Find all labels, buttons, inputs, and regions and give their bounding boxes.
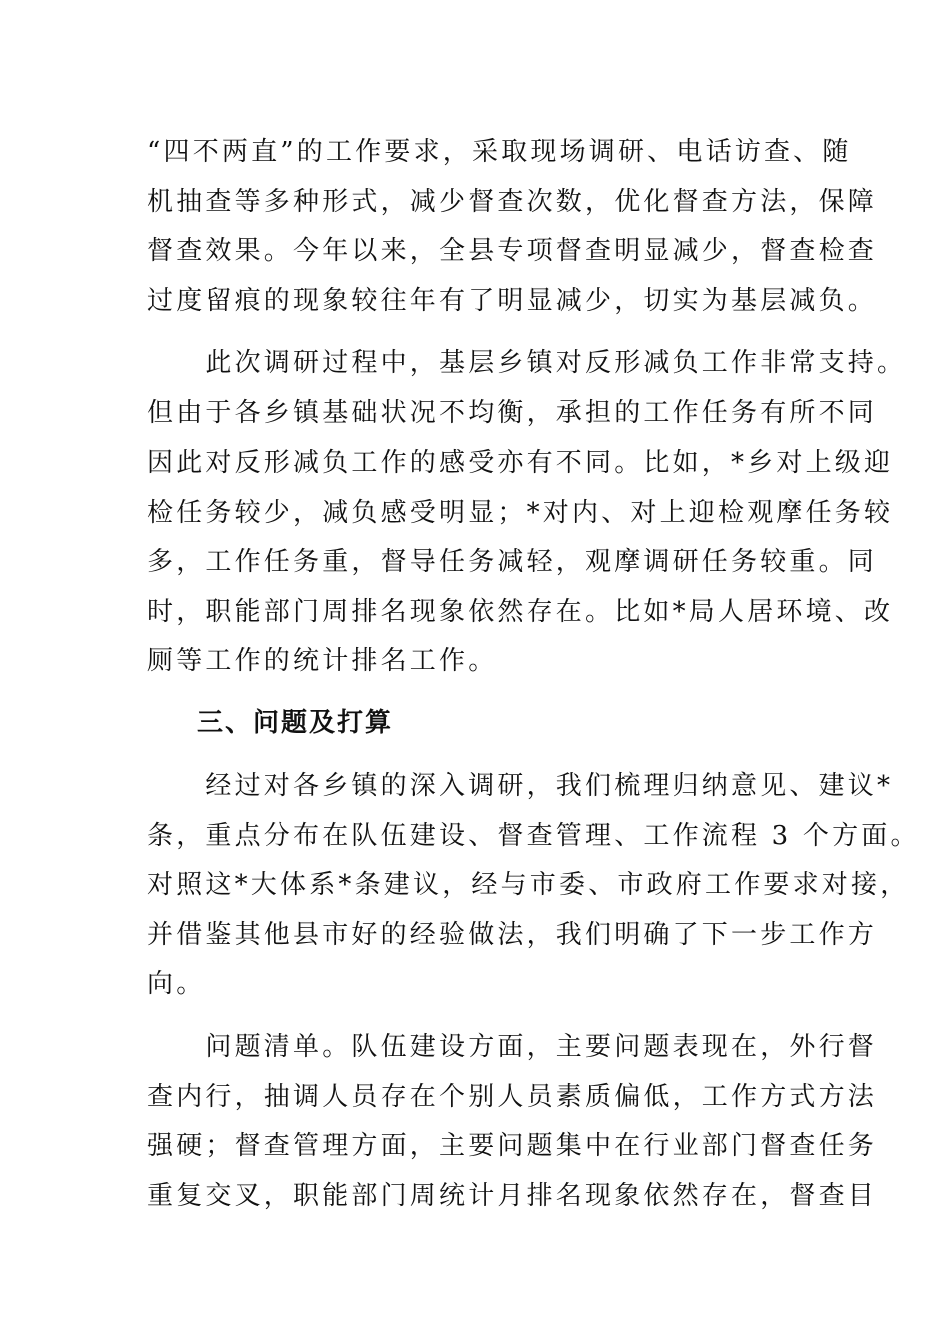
paragraph-3-line-3: 对照这*大体系*条建议，经与市委、市政府工作要求对接， [147,870,910,900]
paragraph-4-line-3: 强硬；督查管理方面，主要问题集中在行业部门督查任务 [147,1131,878,1161]
paragraph-3-line-2: 条，重点分布在队伍建设、督查管理、工作流程 3 个方面。 [147,821,920,851]
paragraph-2-line-4: 检任务较少，减负感受明显；*对内、对上迎检观摩任务较 [147,498,894,528]
paragraph-1-line-4: 过度留痕的现象较往年有了明显减少，切实为基层减负。 [147,286,878,316]
paragraph-2-line-5: 多，工作任务重，督导任务减轻，观摩调研任务较重。同 [147,547,878,577]
paragraph-2-line-1: 此次调研过程中，基层乡镇对反形减负工作非常支持。 [147,348,907,378]
paragraph-2-line-6: 时，职能部门周排名现象依然存在。比如*局人居环境、改 [147,597,894,627]
paragraph-1-line-1: “四不两直”的工作要求，采取现场调研、电话访查、随 [147,137,852,167]
paragraph-2-line-3: 因此对反形减负工作的感受亦有不同。比如，*乡对上级迎 [147,448,894,478]
paragraph-4-line-4: 重复交叉，职能部门周统计月排名现象依然存在，督查目 [147,1181,878,1211]
section-heading: 三、问题及打算 [197,708,394,738]
paragraph-3-line-1: 经过对各乡镇的深入调研，我们梳理归纳意见、建议* [147,771,894,801]
paragraph-3-line-4: 并借鉴其他县市好的经验做法，我们明确了下一步工作方 [147,920,878,950]
paragraph-4-line-2: 查内行，抽调人员存在个别人员素质偏低，工作方式方法 [147,1082,878,1112]
paragraph-2-line-2: 但由于各乡镇基础状况不均衡，承担的工作任务有所不同 [147,398,878,428]
paragraph-1-line-2: 机抽查等多种形式，减少督查次数，优化督查方法，保障 [147,187,878,217]
paragraph-1-line-3: 督查效果。今年以来，全县专项督查明显减少，督查检查 [147,236,878,266]
paragraph-4-line-1: 问题清单。队伍建设方面，主要问题表现在，外行督 [147,1032,878,1062]
paragraph-3-line-5: 向。 [147,969,206,999]
paragraph-2-line-7: 厕等工作的统计排名工作。 [147,646,498,676]
